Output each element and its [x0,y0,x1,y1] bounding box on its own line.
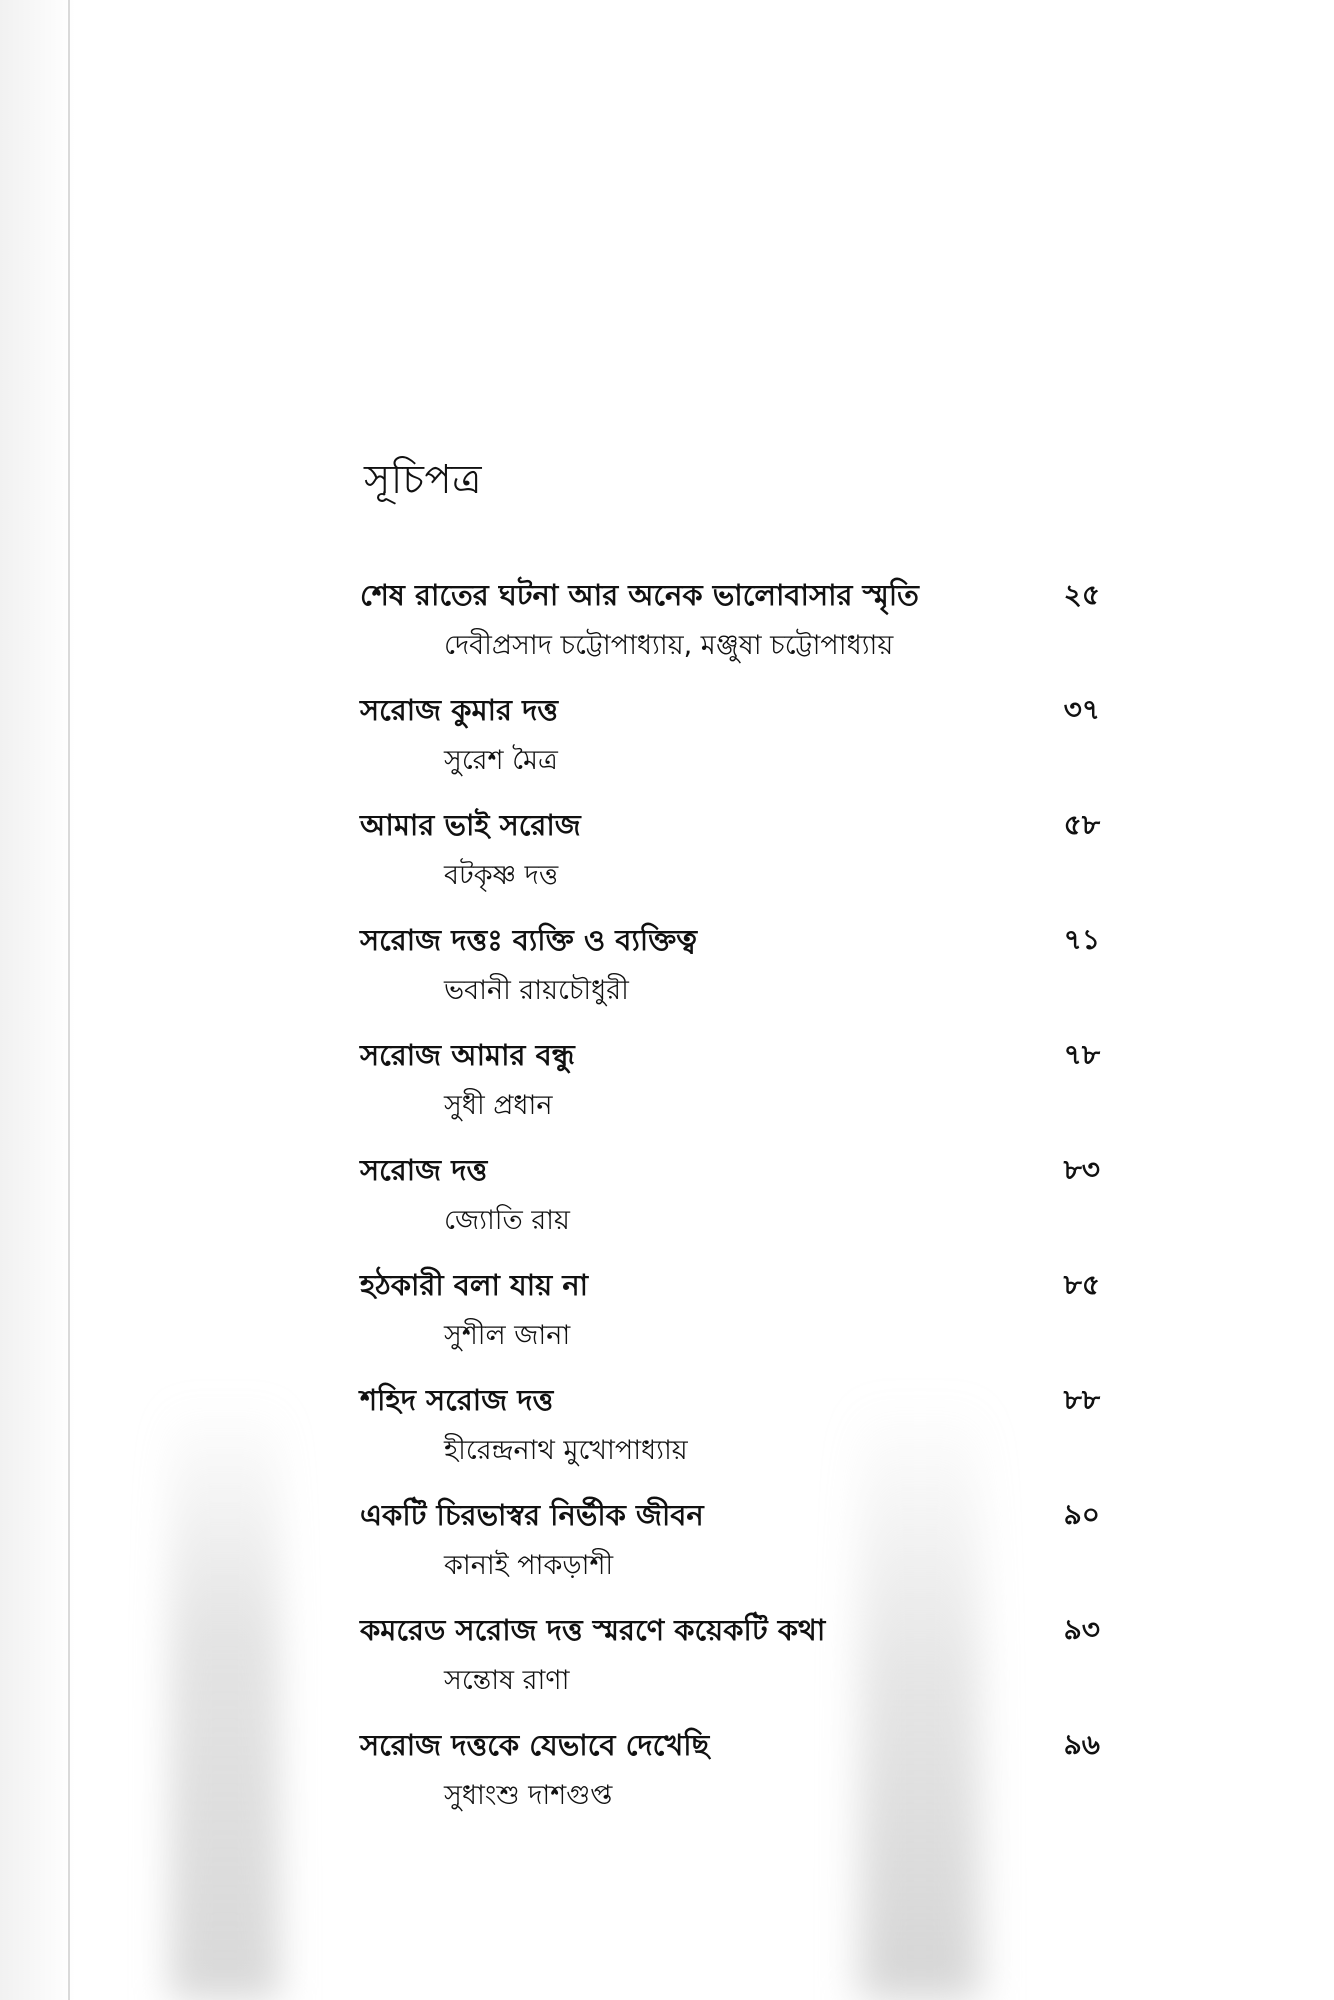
toc-entry [360,1493,1100,1608]
toc-entry-author: হীরেন্দ্রনাথ মুখোপাধ্যায় [444,1435,688,1466]
toc-entry-author: কানাই পাকড়াশী [444,1550,614,1581]
toc-entry-title: সরোজ আমার বন্ধু [360,1038,575,1072]
toc-entry-author: দেবীপ্রসাদ চট্টোপাধ্যায়, মঞ্জুষা চট্টোপাধ্যায় [444,630,894,661]
toc-entry-author: বটকৃষ্ণ দত্ত [444,860,559,891]
toc-entry-author: সন্তোষ রাণা [444,1665,570,1696]
toc-entry [360,1263,1100,1378]
toc-entry-page-number: ৫৮ [1063,808,1100,841]
toc-entry [360,918,1100,1033]
toc-entry-page-number: ২৫ [1063,578,1100,611]
toc-entry [360,688,1100,803]
toc-entry-title: আমার ভাই সরোজ [360,808,581,842]
toc-entry-title: সরোজ দত্ত [360,1153,488,1187]
toc-entry [360,1723,1100,1838]
toc-entry-author: সুরেশ মৈত্র [444,745,558,776]
toc-entry-title: কমরেড সরোজ দত্ত স্মরণে কয়েকটি কথা [360,1613,826,1647]
page-binding-edge [0,0,76,2000]
toc-entry-page-number: ৮৫ [1063,1268,1100,1301]
toc-entry-title: সরোজ দত্তঃ ব্যক্তি ও ব্যক্তিত্ব [360,923,697,957]
toc-entry-page-number: ৯৩ [1063,1613,1100,1646]
toc-entry [360,1033,1100,1148]
toc-entry-title: সরোজ কুমার দত্ত [360,693,559,727]
toc-entry [360,1608,1100,1723]
toc-entry-page-number: ৩৭ [1063,693,1100,726]
scan-shadow-left [170,1400,280,2000]
toc-entry-author: জ্যোতি রায় [444,1205,570,1236]
toc-entry-page-number: ৮৩ [1063,1153,1100,1186]
toc-entry-author: ভবানী রায়চৌধুরী [444,975,629,1006]
toc-entry-page-number: ৭৮ [1063,1038,1100,1071]
toc-entry-title: সরোজ দত্তকে যেভাবে দেখেছি [360,1728,710,1762]
toc-entry [360,1148,1100,1263]
toc-entry [360,1378,1100,1493]
toc-entry [360,573,1100,688]
toc-entry [360,803,1100,918]
toc-entry-page-number: ৮৮ [1063,1383,1100,1416]
toc-list [360,573,1100,1838]
toc-entry-page-number: ৯০ [1063,1498,1100,1531]
toc-entry-title: হঠকারী বলা যায় না [360,1268,589,1302]
toc-entry-title: শেষ রাতের ঘটনা আর অনেক ভালোবাসার স্মৃতি [360,578,919,612]
table-of-contents [360,448,1100,1838]
toc-entry-author: সুধাংশু দাশগুপ্ত [444,1780,613,1811]
toc-entry-author: সুশীল জানা [444,1320,571,1351]
toc-entry-page-number: ৯৬ [1063,1728,1100,1761]
toc-entry-title: একটি চিরভাস্বর নির্ভীক জীবন [360,1498,704,1532]
toc-entry-page-number: ৭১ [1063,923,1100,956]
toc-entry-author: সুধী প্রধান [444,1090,553,1121]
toc-entry-title: শহিদ সরোজ দত্ত [360,1383,554,1417]
toc-heading: সূচিপত্র [364,457,482,503]
